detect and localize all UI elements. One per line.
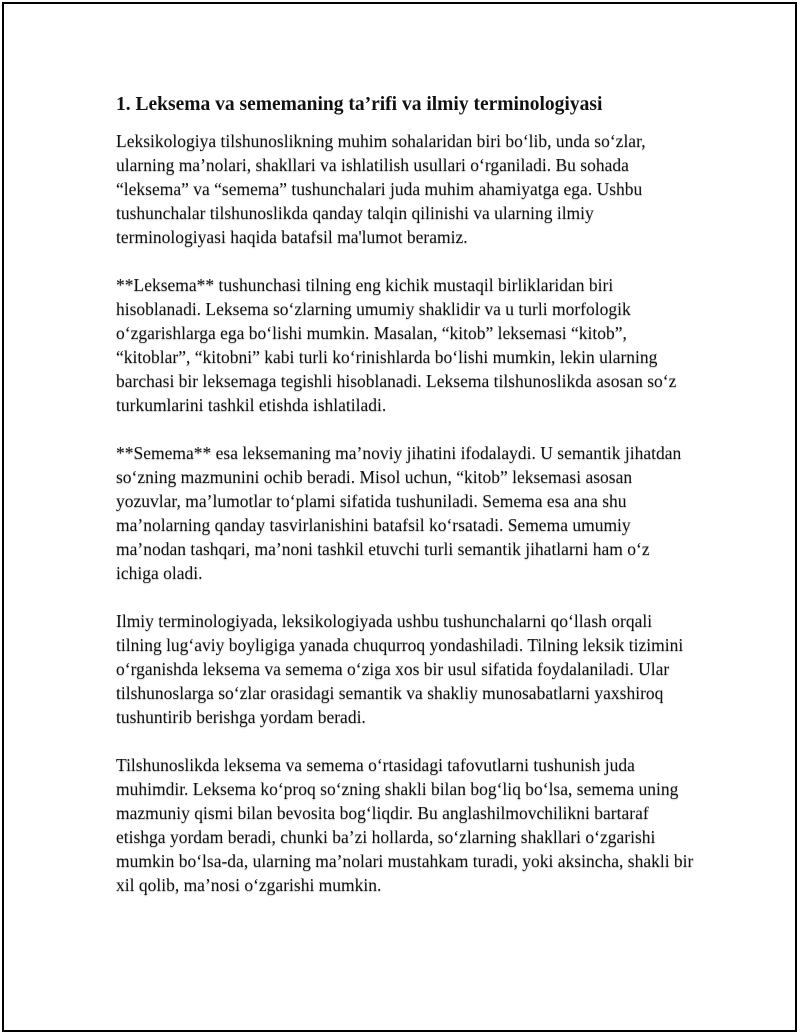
document-body bbox=[116, 91, 696, 921]
paragraph-terminology: Ilmiy terminologiyada, leksikologiyada ushbu tushunchalarni qo‘llash orqali tilning lug‘aviy boyligiga yanada chuqurroq yondashiladi. Tilning leksik tizimini o‘rganishda leksema va semema o‘ziga xos bir usul sifatida foydalaniladi. Ular tilshunoslarga so‘zlar orasidagi semantik va shakliy munosabatlarni yaxshiroq tushuntirib berishga yordam beradi. bbox=[116, 611, 684, 727]
paragraph-leksema: **Leksema** tushunchasi tilning eng kichik mustaqil birliklaridan biri hisoblanadi. Leksema so‘zlarning umumiy shaklidir va u turli morfologik o‘zgarishlarga ega bo‘lishi mumkin. Masalan, “kitob” leksemasi “kitob”, “kitoblar”, “kitobni” kabi turli ko‘rinishlarda bo‘lishi mumkin, lekin ularning barchasi bir leksemaga tegishli hisoblanadi. Leksema tilshunoslikda asosan so‘z turkumlarini tashkil etishda ishlatiladi. bbox=[116, 275, 677, 415]
paragraph-semema: **Semema** esa leksemaning ma’noviy jihatini ifodalaydi. U semantik jihatdan so‘zning mazmunini ochib beradi. Misol uchun, “kitob” leksemasi asosan yozuvlar, ma’lumotlar to‘plami sifatida tushuniladi. Semema esa ana shu ma’nolarning qanday tasvirlanishini batafsil ko‘rsatadi. Semema umumiy ma’nodan tashqari, ma’noni tashkil etuvchi turli semantik jihatlarni ham o‘z ichiga oladi. bbox=[116, 443, 682, 583]
paragraph-differences: Tilshunoslikda leksema va semema o‘rtasidagi tafovutlarni tushunish juda muhimdir. Leksema ko‘proq so‘zning shakli bilan bog‘liq bo‘lsa, semema uning mazmuniy qismi bilan bevosita bog‘liqdir. Bu anglashilmovchilikni bartaraf etishga yordam beradi, chunki ba’zi hollarda, so‘zlarning shakllari o‘zgarishi mumkin bo‘lsa-da, ularning ma’nolari mustahkam turadi, yoki aksincha, shakli bir xil qolib, ma’nosi o‘zgarishi mumkin. bbox=[116, 755, 694, 895]
document-title: 1. Leksema va sememaning ta’rifi va ilmiy terminologiyasi bbox=[116, 94, 603, 115]
paragraph-intro: Leksikologiya tilshunoslikning muhim sohalaridan biri bo‘lib, unda so‘zlar, ularning ma’nolari, shakllari va ishlatilish usullari o‘rganiladi. Bu sohada “leksema” va “semema” tushunchalari juda muhim ahamiyatga ega. Ushbu tushunchalar tilshunoslikda qanday talqin qilinishi va ularning ilmiy terminologiyasi haqida batafsil ma'lumot beramiz. bbox=[116, 131, 646, 247]
